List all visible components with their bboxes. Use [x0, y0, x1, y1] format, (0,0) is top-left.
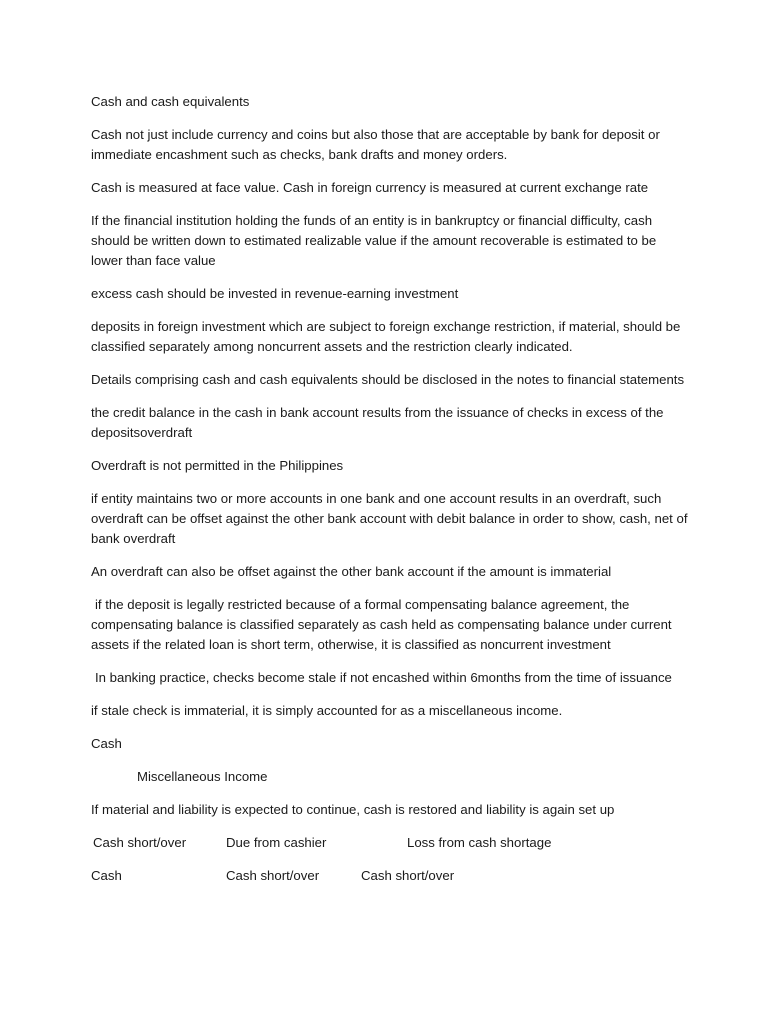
document-title: Cash and cash equivalents [91, 94, 250, 109]
entry-cell: Cash short/over [226, 868, 320, 883]
entry-cell: Loss from cash shortage [407, 835, 552, 850]
paragraph-bankruptcy: If the financial institution holding the funds of an entity is in bankruptcy or financial difficulty, cash should be written down to estimated realizable value if the amount recoverable is estimated to be lower than face value [91, 213, 657, 268]
entry-cell: Cash [91, 868, 122, 883]
paragraph-material-liability: If material and liability is expected to continue, cash is restored and liability is again set up [91, 802, 615, 817]
paragraph-foreign-deposits: deposits in foreign investment which are subject to foreign exchange restriction, if material, should be classified separately among noncurrent assets and the restriction clearly indicated. [91, 319, 681, 354]
paragraph-disclosure: Details comprising cash and cash equivalents should be disclosed in the notes to financial statements [91, 372, 685, 387]
entry-row [91, 833, 691, 853]
paragraph-stale-immaterial: if stale check is immaterial, it is simply accounted for as a miscellaneous income. [91, 703, 563, 718]
entry-cell: Cash short/over [361, 868, 455, 883]
entry-row [91, 866, 691, 886]
paragraph-stale-checks: In banking practice, checks become stale if not encashed within 6months from the time of issuance [95, 670, 672, 685]
paragraph-measurement: Cash is measured at face value. Cash in foreign currency is measured at current exchange rate [91, 180, 649, 195]
entry-credit-misc-income: Miscellaneous Income [137, 769, 268, 784]
entry-cell: Cash short/over [93, 835, 187, 850]
entry-debit-cash: Cash [91, 736, 122, 751]
paragraph-excess-cash: excess cash should be invested in revenue-earning investment [91, 286, 459, 301]
document-body [91, 92, 691, 899]
paragraph-immaterial-overdraft: An overdraft can also be offset against the other bank account if the amount is immaterial [91, 564, 612, 579]
paragraph-overdraft-rule: Overdraft is not permitted in the Philippines [91, 458, 344, 473]
paragraph-credit-balance: the credit balance in the cash in bank account results from the issuance of checks in excess of the depositsoverdraft [91, 405, 664, 440]
paragraph-offset-accounts: if entity maintains two or more accounts in one bank and one account results in an overdraft, such overdraft can be offset against the other bank account with debit balance in order to show, cash, net of bank overdraft [91, 491, 688, 546]
paragraph-cash-definition: Cash not just include currency and coins but also those that are acceptable by bank for deposit or immediate encashment such as checks, bank drafts and money orders. [91, 127, 660, 162]
paragraph-compensating-balance: if the deposit is legally restricted because of a formal compensating balance agreement, the compensating balance is classified separately as cash held as compensating balance under current assets if the related loan is short term, otherwise, it is classified as noncurrent investment [91, 597, 672, 652]
entry-cell: Due from cashier [226, 835, 327, 850]
